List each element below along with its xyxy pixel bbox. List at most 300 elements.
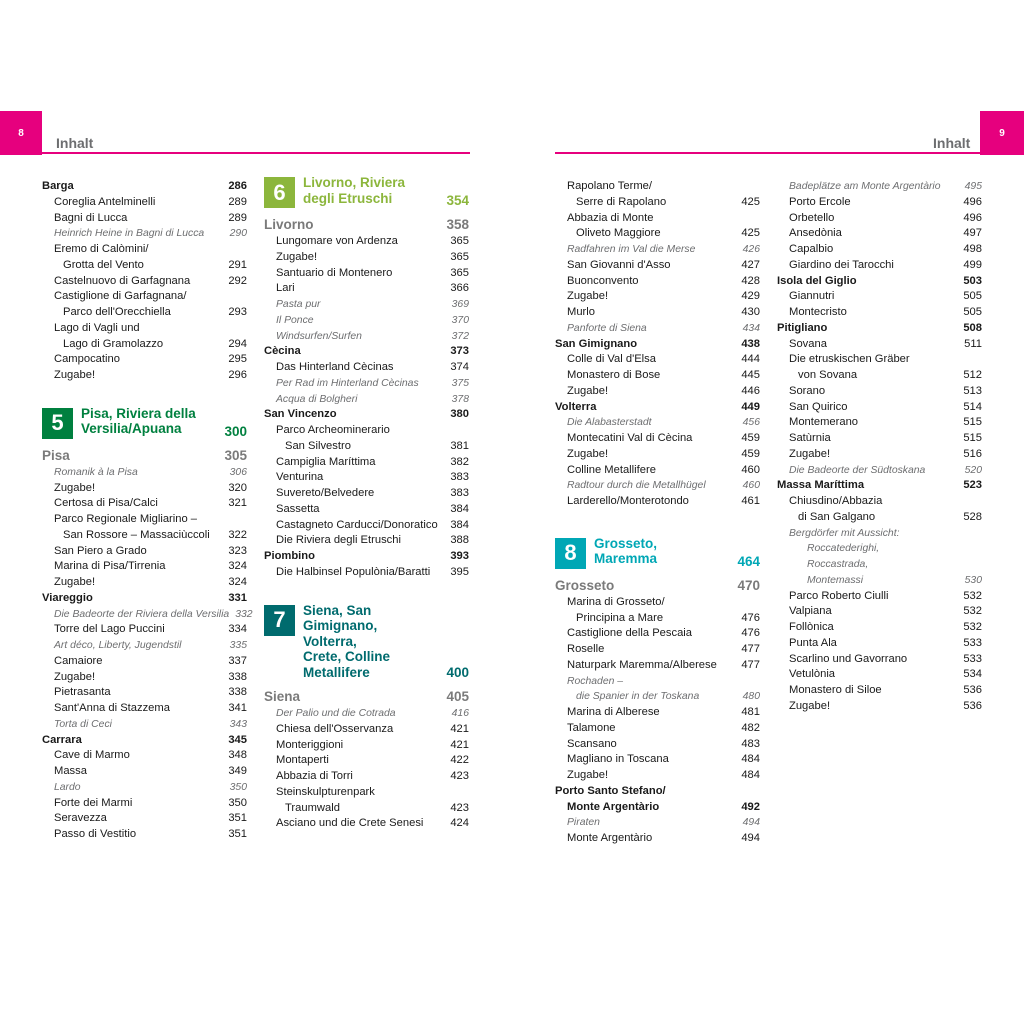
entry-page: 425 <box>741 227 760 240</box>
entry-title: Heinrich Heine in Bagni di Lucca <box>54 228 205 240</box>
chapter-heading <box>264 175 469 208</box>
entry-title: di San Galgano <box>798 510 876 523</box>
entry-title: Porto Santo Stefano/ <box>555 784 666 797</box>
toc-entry <box>42 496 247 512</box>
entry-page: 536 <box>963 699 982 712</box>
toc-entry <box>555 737 760 753</box>
toc-entry <box>777 352 982 368</box>
toc-entry <box>777 463 982 479</box>
toc-entry <box>777 510 982 526</box>
entry-title: Zugabe! <box>276 250 318 263</box>
entry-title: Zugabe! <box>54 670 96 683</box>
entry-title: San Giovanni d'Asso <box>567 258 671 271</box>
toc-entry <box>777 179 982 195</box>
toc-entry <box>42 512 247 528</box>
entry-title: Isola del Giglio <box>777 274 857 287</box>
chapter-heading <box>264 603 469 681</box>
toc-entry <box>264 533 469 549</box>
page-number-right: 9 <box>999 127 1005 139</box>
city-name: Pisa <box>42 447 70 463</box>
entry-title: Asciano und die Crete Senesi <box>276 817 424 830</box>
entry-page: 292 <box>228 274 247 287</box>
entry-page: 481 <box>741 706 760 718</box>
entry-title: Larderello/Monterotondo <box>567 495 689 507</box>
toc-entry <box>42 242 247 258</box>
entry-title: Sant'Anna di Stazzema <box>54 702 170 714</box>
city-heading <box>264 216 469 234</box>
entry-title: Panforte di Siena <box>567 322 647 334</box>
entry-page: 350 <box>229 781 247 793</box>
entry-page: 523 <box>963 479 982 492</box>
city-name: Grosseto <box>555 577 615 593</box>
entry-title: Bergdörfer mit Aussicht: <box>789 527 900 539</box>
entry-title: Montaperti <box>276 754 329 767</box>
toc-entry <box>264 250 469 266</box>
entry-title: Forte dei Marmi <box>54 796 133 809</box>
entry-title: Montecatini Val di Cècina <box>567 432 693 444</box>
entry-title: Zugabe! <box>567 290 609 303</box>
toc-entry <box>42 305 247 321</box>
entry-title: Castelnuovo di Garfagnana <box>54 274 191 287</box>
entry-title: Die Halbinsel Populònia/Baratti <box>276 565 431 578</box>
entry-title: Lari <box>276 282 295 295</box>
toc-entry <box>264 344 469 360</box>
entry-title: Lago di Gramolazzo <box>63 337 164 350</box>
entry-title: Lago di Vagli und <box>54 321 140 334</box>
toc-entry <box>264 549 469 565</box>
chapter-title: Livorno, Riviera degli Etruschi <box>303 175 406 206</box>
entry-title: Colle di Val d'Elsa <box>567 353 656 366</box>
toc-entry <box>264 234 469 250</box>
entry-title: Cave di Marmo <box>54 749 130 762</box>
toc-entry <box>264 738 469 754</box>
toc-entry <box>777 667 982 683</box>
entry-page: 383 <box>450 487 469 499</box>
toc-entry <box>777 289 982 305</box>
city-heading <box>555 577 760 595</box>
entry-page: 532 <box>963 589 982 602</box>
toc-entry <box>555 321 760 337</box>
entry-page: 536 <box>963 684 982 696</box>
toc-entry <box>777 211 982 227</box>
toc-entry <box>777 431 982 447</box>
entry-title: Die Badeorte der Riviera della Versilia <box>54 608 230 620</box>
entry-page: 528 <box>963 510 982 523</box>
entry-title: Sassetta <box>276 502 320 515</box>
entry-title: Viareggio <box>42 591 93 604</box>
toc-entry <box>42 685 247 701</box>
entry-title: Abbazia di Monte <box>567 211 654 224</box>
entry-page: 331 <box>228 591 247 604</box>
city-page: 470 <box>737 577 760 593</box>
entry-page: 324 <box>228 560 247 573</box>
toc-entry <box>42 352 247 368</box>
entry-title: Suvereto/Belvedere <box>276 487 375 499</box>
toc-entry <box>777 242 982 258</box>
entry-title: Orbetello <box>789 211 835 224</box>
toc-entry <box>264 518 469 534</box>
entry-title: Die Riviera degli Etruschi <box>276 534 401 547</box>
entry-title: Zugabe! <box>567 447 609 460</box>
entry-page: 374 <box>450 361 469 373</box>
entry-title: Torre del Lago Puccini <box>54 623 165 636</box>
entry-title: Ansedònia <box>789 227 842 240</box>
toc-entry <box>264 769 469 785</box>
entry-title: Pasta pur <box>276 299 321 310</box>
toc-entry <box>264 423 469 439</box>
toc-entry <box>555 352 760 368</box>
entry-title: Castiglione della Pescaia <box>567 627 693 640</box>
entry-page: 381 <box>450 439 469 452</box>
entry-page: 496 <box>963 211 982 224</box>
entry-title: Satùrnia <box>789 432 831 444</box>
entry-title: von Sovana <box>798 369 858 381</box>
toc-entry <box>555 400 760 416</box>
entry-page: 421 <box>450 738 469 751</box>
toc-entry <box>42 274 247 290</box>
entry-title: Marina di Alberese <box>567 706 660 718</box>
toc-entry <box>555 274 760 290</box>
toc-entry <box>264 722 469 738</box>
toc-entry <box>555 226 760 242</box>
entry-title: Montemassi <box>807 574 864 586</box>
entry-title: Monastero di Siloe <box>789 684 882 696</box>
toc-entry <box>555 784 760 800</box>
toc-entry <box>264 455 469 471</box>
entry-page: 492 <box>741 800 760 813</box>
entry-page: 445 <box>741 369 760 381</box>
toc-entry <box>264 816 469 832</box>
city-heading <box>264 688 469 706</box>
entry-page: 380 <box>450 408 469 421</box>
toc-entry <box>555 800 760 816</box>
entry-page: 499 <box>963 258 982 271</box>
toc-entry <box>777 494 982 510</box>
entry-page: 335 <box>229 640 247 651</box>
entry-page: 427 <box>741 258 760 271</box>
toc-entry <box>777 226 982 242</box>
toc-entry <box>264 439 469 455</box>
entry-title: Romanik à la Pisa <box>54 466 138 478</box>
entry-page: 425 <box>741 195 760 208</box>
toc-entry <box>555 642 760 658</box>
entry-page: 482 <box>741 721 760 734</box>
entry-page: 530 <box>964 574 982 586</box>
entry-title: Die Alabasterstadt <box>567 417 652 429</box>
entry-page: 351 <box>228 812 247 825</box>
entry-page: 306 <box>229 466 247 478</box>
entry-page: 423 <box>450 801 469 814</box>
entry-page: 322 <box>228 528 247 541</box>
toc-entry <box>555 305 760 321</box>
entry-page: 477 <box>741 658 760 671</box>
entry-title: Steinskulpturenpark <box>276 785 375 798</box>
entry-title: Per Rad im Hinterland Cècinas <box>276 377 419 389</box>
entry-page: 337 <box>228 654 247 667</box>
toc-entry <box>264 329 469 345</box>
entry-title: Serre di Rapolano <box>576 195 667 208</box>
toc-column-4 <box>777 179 982 715</box>
entry-page: 511 <box>964 337 982 350</box>
entry-title: Venturina <box>276 471 324 484</box>
entry-page: 438 <box>741 337 760 350</box>
entry-page: 345 <box>228 733 247 746</box>
entry-page: 349 <box>228 765 247 777</box>
toc-entry <box>777 305 982 321</box>
entry-page: 334 <box>228 623 247 636</box>
entry-page: 460 <box>742 480 760 492</box>
entry-title: Marina di Pisa/Tirrenia <box>54 560 166 573</box>
toc-entry <box>42 701 247 717</box>
toc-entry <box>264 502 469 518</box>
entry-page: 350 <box>228 796 247 809</box>
entry-title: Das Hinterland Cècinas <box>276 361 394 373</box>
entry-page: 430 <box>741 306 760 318</box>
entry-page: 296 <box>228 369 247 381</box>
entry-title: Radtour durch die Metallhügel <box>567 480 706 492</box>
city-heading <box>42 447 247 465</box>
entry-title: Monastero di Bose <box>567 369 661 381</box>
entry-page: 520 <box>964 464 982 476</box>
entry-page: 422 <box>450 754 469 767</box>
chapter-page: 464 <box>737 553 760 569</box>
entry-title: Colline Metallifere <box>567 463 656 476</box>
toc-entry <box>777 573 982 589</box>
entry-title: Campiglia Maríttima <box>276 455 376 468</box>
entry-page: 484 <box>741 769 760 781</box>
entry-page: 423 <box>450 770 469 782</box>
chapter-page: 400 <box>446 665 469 680</box>
toc-entry <box>42 321 247 337</box>
entry-page: 460 <box>741 463 760 476</box>
toc-entry <box>555 179 760 195</box>
chapter-title: Siena, San Gimignano, Volterra, Crete, Colline Metallifere <box>303 602 391 680</box>
toc-entry <box>777 258 982 274</box>
entry-page: 343 <box>229 718 247 730</box>
entry-title: Windsurfen/Surfen <box>276 330 362 342</box>
toc-entry <box>555 705 760 721</box>
toc-entry <box>555 815 760 831</box>
page-number-left: 8 <box>18 127 24 139</box>
toc-entry <box>777 400 982 416</box>
toc-entry <box>42 748 247 764</box>
entry-title: Der Palio und die Cotrada <box>276 708 396 719</box>
toc-entry <box>777 604 982 620</box>
toc-entry <box>42 211 247 227</box>
entry-title: Lardo <box>54 781 81 793</box>
entry-title: Eremo di Calòmini/ <box>54 243 149 255</box>
running-header-right: Inhalt <box>933 135 971 151</box>
entry-page: 388 <box>450 534 469 547</box>
chapter-heading <box>555 536 760 569</box>
entry-page: 393 <box>450 550 469 562</box>
toc-entry <box>42 717 247 733</box>
entry-title: Giannutri <box>789 290 835 303</box>
entry-title: Roccastrada, <box>807 559 869 570</box>
toc-entry <box>777 699 982 715</box>
toc-entry <box>777 447 982 463</box>
toc-entry <box>555 721 760 737</box>
page-number-tab-right <box>980 111 1024 155</box>
entry-page: 348 <box>228 749 247 762</box>
entry-page: 289 <box>228 195 247 208</box>
toc-entry <box>777 337 982 353</box>
entry-title: Monteriggioni <box>276 738 344 751</box>
entry-page: 434 <box>742 322 760 334</box>
entry-title: Principina a Mare <box>576 611 664 624</box>
toc-entry <box>555 211 760 227</box>
entry-title: Monte Argentàrio <box>567 800 660 813</box>
toc-entry <box>555 626 760 642</box>
entry-page: 456 <box>742 417 760 429</box>
entry-title: Cècina <box>264 345 301 358</box>
entry-page: 332 <box>235 608 253 620</box>
entry-title: Torta di Ceci <box>54 718 112 730</box>
toc-entry <box>777 321 982 337</box>
chapter-heading <box>42 406 247 439</box>
entry-title: Castagneto Carducci/Donoratico <box>276 518 438 531</box>
entry-title: Badeplätze am Monte Argentàrio <box>789 181 941 192</box>
toc-entry <box>777 589 982 605</box>
toc-entry <box>555 752 760 768</box>
chapter-page: 354 <box>446 193 469 208</box>
entry-title: Camaiore <box>54 654 103 667</box>
entry-page: 533 <box>963 652 982 665</box>
entry-page: 370 <box>451 314 469 326</box>
entry-page: 515 <box>963 416 982 429</box>
city-name: Livorno <box>264 217 314 232</box>
entry-title: Parco dell'Orecchiella <box>63 306 171 318</box>
entry-title: Bagni di Lucca <box>54 211 128 224</box>
toc-entry <box>42 764 247 780</box>
entry-page: 286 <box>228 180 247 192</box>
entry-page: 416 <box>451 708 469 719</box>
entry-title: Porto Ercole <box>789 195 851 208</box>
toc-entry <box>777 541 982 557</box>
entry-page: 351 <box>228 828 247 840</box>
entry-title: Zugabe! <box>54 481 96 494</box>
entry-title: San Rossore – Massaciùccoli <box>63 528 210 541</box>
toc-entry <box>42 179 247 195</box>
entry-page: 494 <box>742 817 760 829</box>
toc-entry <box>777 652 982 668</box>
toc-entry <box>264 486 469 502</box>
entry-page: 289 <box>228 211 247 224</box>
toc-entry <box>264 392 469 408</box>
toc-entry <box>42 258 247 274</box>
entry-page: 505 <box>963 290 982 303</box>
entry-page: 494 <box>741 832 760 844</box>
entry-page: 338 <box>228 686 247 699</box>
toc-entry <box>264 470 469 486</box>
toc-entry <box>264 266 469 282</box>
chapter-number-badge: 6 <box>264 177 295 208</box>
entry-page: 508 <box>963 321 982 334</box>
entry-title: Zugabe! <box>789 699 831 712</box>
entry-page: 534 <box>963 668 982 681</box>
entry-page: 293 <box>228 306 247 318</box>
toc-entry <box>42 575 247 591</box>
city-name: Siena <box>264 689 301 704</box>
entry-title: Valpiana <box>789 605 832 618</box>
entry-page: 365 <box>450 250 469 263</box>
entry-page: 320 <box>228 481 247 494</box>
entry-title: Vetulònia <box>789 668 836 681</box>
toc-entry <box>264 785 469 801</box>
toc-column-3 <box>555 179 760 847</box>
toc-entry <box>42 465 247 481</box>
toc-entry <box>42 607 253 623</box>
entry-title: Zugabe! <box>789 447 831 460</box>
entry-page: 384 <box>450 518 469 531</box>
entry-title: Lungomare von Ardenza <box>276 235 398 247</box>
toc-entry <box>777 636 982 652</box>
entry-title: Certosa di Pisa/Calci <box>54 497 158 510</box>
entry-title: Art déco, Liberty, Jugendstil <box>54 640 182 651</box>
entry-page: 459 <box>741 432 760 444</box>
toc-entry <box>777 368 982 384</box>
toc-entry <box>42 481 247 497</box>
entry-title: Barga <box>42 180 74 192</box>
entry-page: 372 <box>451 330 469 342</box>
toc-entry <box>555 368 760 384</box>
city-page: 405 <box>446 689 469 704</box>
entry-page: 424 <box>450 817 469 830</box>
entry-page: 429 <box>741 290 760 303</box>
entry-page: 512 <box>963 369 982 381</box>
toc-entry <box>42 622 247 638</box>
entry-title: Chiusdino/Abbazia <box>789 495 883 507</box>
toc-entry <box>42 559 247 575</box>
toc-entry <box>264 313 469 329</box>
toc-entry <box>42 544 247 560</box>
entry-page: 365 <box>450 266 469 279</box>
entry-title: Grotta del Vento <box>63 258 144 271</box>
toc-entry <box>555 258 760 274</box>
toc-entry <box>555 494 760 510</box>
entry-title: Giardino dei Tarocchi <box>789 258 894 271</box>
toc-entry <box>42 733 247 749</box>
entry-title: Piraten <box>567 817 600 829</box>
entry-page: 480 <box>742 691 760 703</box>
entry-title: Zugabe! <box>54 576 96 588</box>
toc-entry <box>777 620 982 636</box>
toc-entry <box>555 674 760 690</box>
entry-title: Sorano <box>789 384 826 397</box>
entry-page: 426 <box>742 244 760 255</box>
toc-entry <box>42 811 247 827</box>
entry-title: Castiglione di Garfagnana/ <box>54 290 187 303</box>
entry-page: 290 <box>229 228 247 240</box>
toc-entry <box>42 337 247 353</box>
toc-column-1 <box>42 179 253 843</box>
toc-entry <box>42 528 247 544</box>
entry-page: 505 <box>963 306 982 318</box>
entry-page: 428 <box>741 274 760 287</box>
entry-page: 495 <box>964 181 982 192</box>
chapter-number-badge: 8 <box>555 538 586 569</box>
toc-entry <box>555 595 760 611</box>
toc-entry <box>555 611 760 627</box>
entry-title: Parco Roberto Ciulli <box>789 589 889 602</box>
entry-page: 513 <box>963 384 982 397</box>
entry-page: 365 <box>450 235 469 247</box>
entry-page: 496 <box>963 195 982 208</box>
entry-title: Capalbio <box>789 243 834 255</box>
toc-entry <box>777 384 982 400</box>
toc-entry <box>555 478 760 494</box>
entry-title: Monte Argentàrio <box>567 832 653 844</box>
